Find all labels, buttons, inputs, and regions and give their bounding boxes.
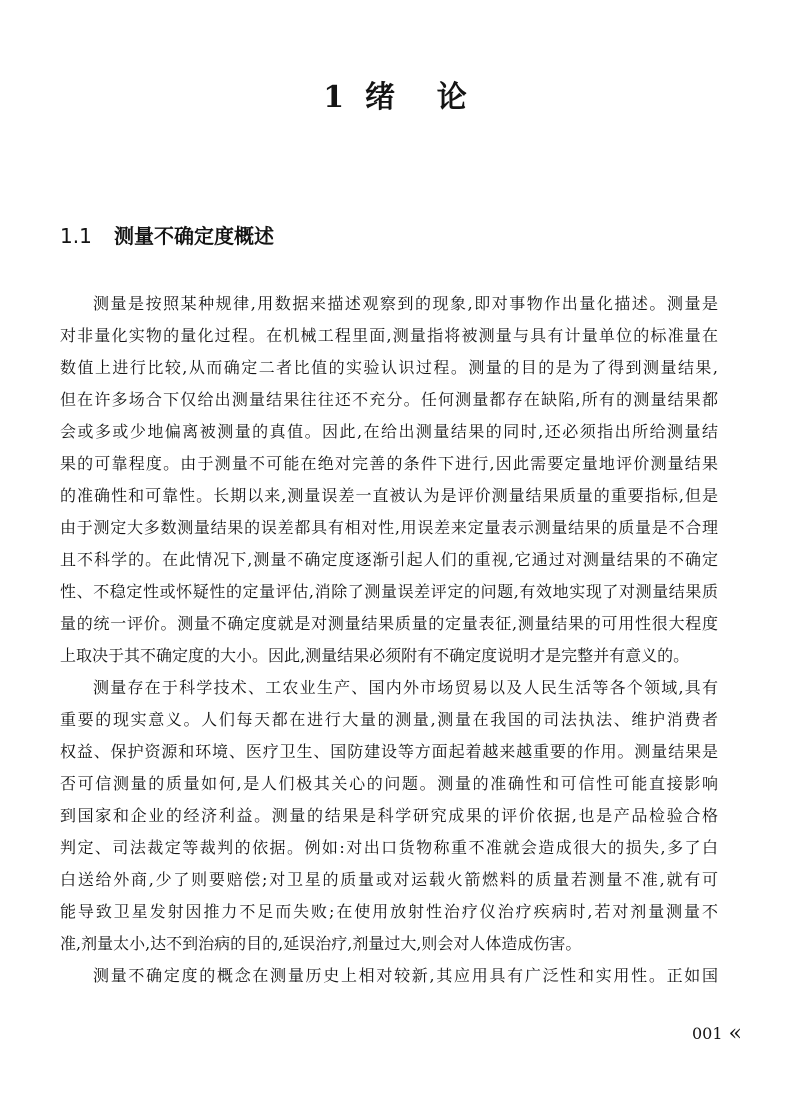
text-line: 但在许多场合下仅给出测量结果往往还不充分。任何测量都存在缺陷,所有的测量结果都 bbox=[60, 390, 718, 409]
text-line: 重要的现实意义。人们每天都在进行大量的测量,测量在我国的司法执法、维护消费者 bbox=[60, 710, 718, 729]
text-line: 测量不确定度的概念在测量历史上相对较新,其应用具有广泛性和实用性。正如国 bbox=[93, 966, 718, 985]
text-line: 的准确性和可靠性。长期以来,测量误差一直被认为是评价测量结果质量的重要指标,但是 bbox=[60, 486, 718, 505]
text-line: 到国家和企业的经济利益。测量的结果是科学研究成果的评价依据,也是产品检验合格 bbox=[60, 806, 718, 825]
page-number: 001 bbox=[691, 1024, 723, 1043]
text-line: 量的统一评价。测量不确定度就是对测量结果质量的定量表征,测量结果的可用性很大程度 bbox=[60, 614, 718, 633]
double-chevron-left-icon: « bbox=[728, 1021, 742, 1046]
text-line: 测量是按照某种规律,用数据来描述观察到的现象,即对事物作出量化描述。测量是 bbox=[93, 294, 718, 313]
text-line: 准,剂量太小,达不到治病的目的,延误治疗,剂量过大,则会对人体造成伤害。 bbox=[60, 934, 582, 953]
text-line: 对非量化实物的量化过程。在机械工程里面,测量指将被测量与具有计量单位的标准量在 bbox=[60, 326, 718, 345]
text-line: 权益、保护资源和环境、医疗卫生、国防建设等方面起着越来越重要的作用。测量结果是 bbox=[60, 742, 718, 761]
text-line: 性、不稳定性或怀疑性的定量评估,消除了测量误差评定的问题,有效地实现了对测量结果质 bbox=[60, 582, 718, 601]
text-line: 果的可靠程度。由于测量不可能在绝对完善的条件下进行,因此需要定量地评价测量结果 bbox=[60, 454, 718, 473]
text-line: 测量存在于科学技术、工农业生产、国内外市场贸易以及人民生活等各个领域,具有 bbox=[93, 678, 718, 697]
text-line: 且不科学的。在此情况下,测量不确定度逐渐引起人们的重视,它通过对测量结果的不确定 bbox=[60, 550, 718, 569]
text-line: 判定、司法裁定等裁判的依据。例如:对出口货物称重不准就会造成很大的损失,多了白 bbox=[60, 838, 718, 857]
body-text bbox=[60, 288, 718, 992]
page-footer bbox=[692, 1020, 742, 1048]
text-line: 否可信测量的质量如何,是人们极其关心的问题。测量的准确性和可信性可能直接影响 bbox=[60, 774, 718, 793]
text-line: 数值上进行比较,从而确定二者比值的实验认识过程。测量的目的是为了得到测量结果, bbox=[60, 358, 718, 377]
section-heading bbox=[60, 220, 274, 252]
text-line: 能导致卫星发射因推力不足而失败;在使用放射性治疗仪治疗疾病时,若对剂量测量不 bbox=[60, 902, 718, 921]
section-number: 1.1 bbox=[60, 224, 92, 248]
text-line: 上取决于其不确定度的大小。因此,测量结果必须附有不确定度说明才是完整并有意义的。 bbox=[60, 646, 690, 665]
chapter-title: 1 绪 论 bbox=[323, 80, 467, 115]
section-title: 测量不确定度概述 bbox=[114, 224, 274, 248]
text-line: 白送给外商,少了则要赔偿;对卫星的质量或对运载火箭燃料的质量若测量不准,就有可 bbox=[60, 870, 718, 889]
text-line: 由于测定大多数测量结果的误差都具有相对性,用误差来定量表示测量结果的质量是不合理 bbox=[60, 518, 718, 537]
text-line: 会或多或少地偏离被测量的真值。因此,在给出测量结果的同时,还必须指出所给测量结 bbox=[60, 422, 718, 441]
